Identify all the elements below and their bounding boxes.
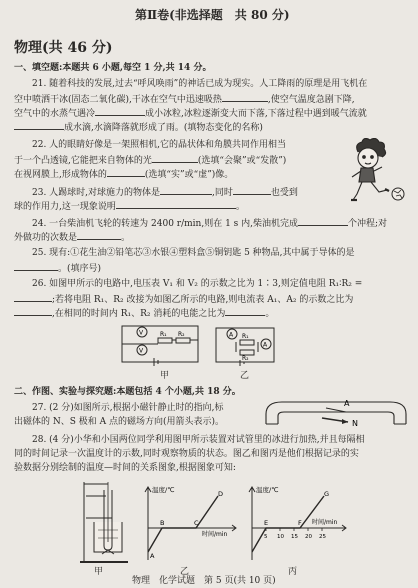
q21-blank-1[interactable] (222, 92, 268, 102)
graph-yi-point-d: D (218, 490, 224, 498)
horseshoe-magnet-figure (262, 394, 410, 430)
q25-blank-1[interactable] (14, 261, 58, 271)
svg-text:R₂: R₂ (178, 331, 185, 338)
q24-line2 (14, 230, 130, 244)
q26-figure-label-jia: 甲 (160, 371, 170, 381)
q21-line2 (14, 92, 355, 106)
q24-blank-2[interactable] (77, 230, 121, 240)
subject-title: 物理(共 46 分) (14, 40, 113, 56)
heating-apparatus-figure (72, 478, 134, 564)
q22-blank-1[interactable] (152, 153, 198, 163)
q24-text-1a: 24. 一台柴油机飞轮的转速为 2400 r/min,则在 1 s 内,柴油机完成 (32, 219, 298, 229)
q28-line3: 验数据分别绘制的温度—时间的关系图象,根据图象可知: (14, 463, 236, 473)
graph-bing-point-f: F (298, 519, 302, 527)
q22-line3 (14, 167, 233, 181)
q26-line1: 26. 如图甲所示的电路中,电压表 V₁ 和 V₂ 的示数之比为 1∶3,则定值电阻 R₁∶R₂ = (32, 279, 363, 289)
graph-yi-xlabel: 时间/min (202, 531, 228, 538)
q21-blank-3[interactable] (14, 120, 64, 130)
graph-yi-point-a: A (150, 552, 155, 560)
q21-blank-2[interactable] (95, 106, 145, 116)
q28-figure-label-bing: 丙 (288, 567, 298, 577)
paper-section-header: 第Ⅱ卷(非选择题 共 80 分) (135, 8, 290, 22)
q26-text-3b: ,在相同的时间内 R₁、R₂ 消耗的电能之比为 (52, 309, 226, 319)
q21-line1: 21. 随着科技的发展,过去“呼风唤雨”的神话已成为现实。人工降雨的原理是用飞机在 (32, 79, 368, 89)
q22-text-2a: 于一个凸透镜,它能把来自物体的光 (14, 156, 152, 166)
circuit-diagram-yi (210, 322, 280, 370)
q25-line2 (14, 261, 101, 275)
q23-text-2: 球的作用力,这一现象说明 (14, 202, 116, 212)
q24-text-1b: 个冲程;对 (348, 219, 388, 229)
q26-line3 (14, 306, 274, 320)
part2-heading: 二、作图、实验与探究题:本题包括 4 个小题,共 18 分。 (14, 387, 241, 397)
svg-text:R₁: R₁ (160, 331, 167, 338)
part1-heading: 一、填空题:本题共 6 小题,每空 1 分,共 14 分。 (14, 63, 212, 73)
q22-line2 (14, 153, 286, 167)
q23-blank-1[interactable] (160, 185, 212, 195)
q21-text-3b: 成小冰粒,冰粒逐渐变大而下落,下落过程中遇到暖气流就 (145, 109, 367, 119)
q25-line1: 25. 现有:①花生油②铅笔芯③水银④塑料盒⑤铜钥匙 5 种物品,其中属于导体的是 (32, 248, 355, 258)
q22-blank-2[interactable] (107, 167, 145, 177)
circuit-diagram-jia (118, 322, 204, 370)
q26-line2 (14, 292, 353, 306)
q21-text-4b: 成水滴,水滴降落就形成了雨。(填物态变化的名称) (64, 123, 263, 133)
q23-line1 (32, 185, 298, 199)
svg-text:A: A (229, 331, 234, 339)
q26-blank-2[interactable] (14, 306, 52, 316)
needle-n-label: N (352, 419, 358, 428)
graph-bing-tick-10: 10 (277, 534, 284, 540)
svg-text:R₁: R₁ (242, 333, 249, 340)
q21-text-2a: 空中喷洒干冰(固态二氧化碳),干冰在空气中迅速吸热 (14, 95, 222, 105)
q27-line1: 27. (2 分)如图所示,根据小磁针静止时的指向,标 (32, 403, 224, 413)
temperature-time-graph-yi (140, 478, 240, 564)
svg-text:A: A (263, 341, 268, 349)
q26-blank-3[interactable] (225, 306, 265, 316)
q24-blank-1[interactable] (298, 216, 348, 226)
graph-bing-ylabel: 温度/℃ (256, 486, 279, 494)
q22-text-2b: (选填“会聚”或“发散”) (197, 156, 287, 166)
page-footer: 物理 化学试题 第 5 页(共 10 页) (132, 576, 276, 586)
graph-bing-point-g: G (324, 490, 330, 498)
q22-line1: 22. 人的眼睛好像是一架照相机,它的晶状体和角膜共同作用相当 (32, 140, 287, 150)
q26-blank-1[interactable] (14, 292, 52, 302)
q28-figure-label-jia: 甲 (94, 567, 104, 577)
q23-line2 (14, 199, 245, 213)
svg-text:R₂: R₂ (242, 355, 249, 362)
graph-yi-point-b: B (160, 519, 165, 527)
graph-bing-xlabel: 时间/min (312, 519, 338, 526)
q23-text-1b: ,同时 (212, 188, 233, 198)
q23-blank-2[interactable] (233, 185, 271, 195)
q21-text-2b: ,使空气温度急剧下降, (267, 95, 355, 105)
q24-text-2a: 外做功的次数是 (14, 233, 78, 243)
magnet-point-a-label: A (344, 399, 350, 408)
svg-text:V: V (139, 347, 144, 355)
svg-text:V: V (139, 329, 144, 337)
q26-text-2b: ;若将电阻 R₁、R₂ 改接为如图乙所示的电路,则电流表 A₁、A₂ 的示数之比为 (52, 295, 354, 305)
q21-text-3a: 空气中的水蒸气遇冷 (14, 109, 96, 119)
q28-line2: 同的时间记录一次温度计的示数,同时观察物质的状态。图乙和图丙是他们根据记录的实 (14, 449, 359, 459)
q23-text-1c: 也受到 (270, 188, 298, 198)
q26-text-3c: 。 (265, 309, 275, 319)
graph-bing-tick-15: 15 (291, 534, 298, 540)
q28-line1: 28. (4 分)小华和小国两位同学利用图甲所示装置对试管里的冰进行加热,并且每隔相 (32, 435, 365, 445)
graph-bing-tick-5: 5 (264, 534, 268, 540)
q23-blank-3[interactable] (116, 199, 236, 209)
q23-text-1a: 23. 人踢球时,对球施力的物体是 (32, 188, 161, 198)
q25-text-2: 。(填序号) (58, 264, 102, 274)
graph-bing-tick-25: 25 (319, 534, 326, 540)
graph-bing-tick-20: 20 (305, 534, 312, 540)
graph-yi-point-c: C (194, 519, 199, 527)
q27-line2: 出磁体的 N、S 极和 A 点的磁场方向(用箭头表示)。 (14, 417, 225, 427)
q28-figure-label-yi: 乙 (180, 567, 190, 577)
temperature-time-graph-bing (242, 478, 352, 564)
q22-text-3a: 在视网膜上,形成物体的 (14, 170, 107, 180)
graph-yi-ylabel: 温度/℃ (152, 486, 175, 494)
q26-figure-label-yi: 乙 (240, 371, 250, 381)
q21-line3 (14, 106, 367, 120)
q24-text-2b: 。 (121, 233, 131, 243)
graph-bing-point-e: E (264, 519, 269, 527)
boy-kicking-ball-illustration (336, 138, 408, 210)
q24-line1 (32, 216, 387, 230)
q21-line4 (14, 120, 263, 134)
q22-text-3b: (选填“实”或“虚”)像。 (144, 170, 234, 180)
q23-text-2b: 。 (235, 202, 245, 212)
